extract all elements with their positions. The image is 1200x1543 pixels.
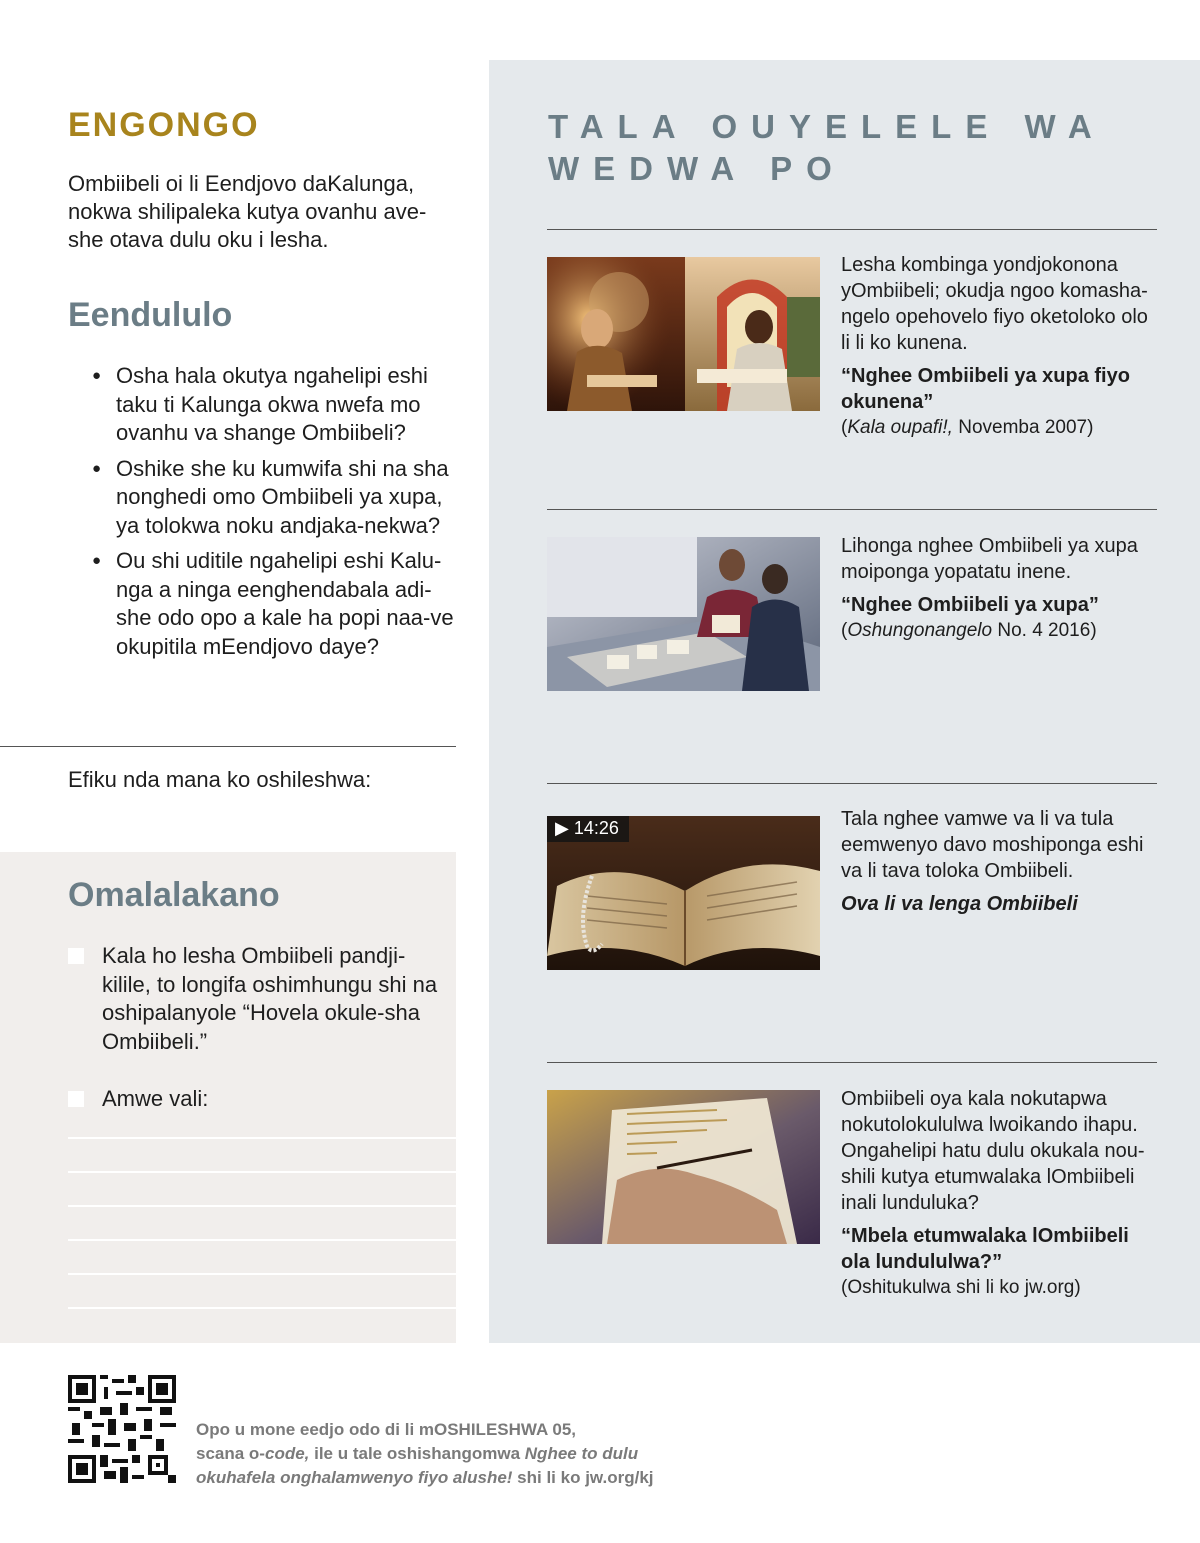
writing-line[interactable] [68, 1307, 456, 1309]
review-questions [92, 362, 462, 668]
item-divider [547, 1062, 1157, 1063]
review-title: Eendululo [68, 296, 233, 334]
writing-line[interactable] [68, 1171, 456, 1173]
goals-title: Omalalakano [68, 876, 280, 914]
article-source: (Kala oupafi!, Novemba 2007) [841, 417, 1094, 438]
article-source: (Oshitukulwa shi li ko jw.org) [841, 1277, 1081, 1298]
article-source: (Oshungonangelo No. 4 2016) [841, 620, 1097, 641]
review-question: ● Ou shi uditile ngahelipi eshi Kalu-nga a ninga eenghendabala adi-she odo opo a kale ha popi naa-ve okupitila mEendjovo daye? [92, 547, 462, 661]
video-thumbnail[interactable] [547, 816, 820, 970]
review-question: ● Osha hala okutya ngahelipi eshi taku ti Kalunga okwa nwefa mo ovanhu va shange Ombiibeli? [92, 362, 462, 448]
review-question: ● Oshike she ku kumwifa shi na sha nonghedi omo Ombiibeli ya xupa, ya tolokwa noku andjaka-nekwa? [92, 455, 462, 541]
item-divider [547, 509, 1157, 510]
summary-title: ENGONGO [68, 106, 260, 144]
manuscript-writing-image[interactable] [547, 1090, 820, 1244]
item-description: Lihonga nghee Ombiibeli ya xupa moiponga yopatatu inene. [841, 535, 1138, 583]
item-3-text [841, 806, 1161, 917]
bible-translators-image[interactable] [547, 257, 820, 411]
explore-title: TALA OUYELELE WA WEDWA PO [548, 108, 1105, 187]
article-link[interactable]: “Nghee Ombiibeli ya xupa” [841, 594, 1099, 616]
completion-date-prompt: Efiku nda mana ko oshileshwa: [68, 767, 372, 792]
writing-line[interactable] [68, 1273, 456, 1275]
goal-checkbox[interactable] [68, 948, 84, 964]
video-link[interactable]: Ova li va lenga Ombiibeli [841, 893, 1078, 915]
goal-item[interactable] [68, 1085, 438, 1114]
item-2-text [841, 533, 1161, 644]
qr-code[interactable] [68, 1375, 176, 1483]
goal-label: Kala ho lesha Ombiibeli pandji-kilile, to longifa oshimhungu shi na oshipalanyole “Hovela okule-sha Ombiibeli.” [102, 943, 438, 1054]
item-divider [547, 229, 1157, 230]
summary-text: Ombiibeli oi li Eendjovo daKalunga, nokwa shilipaleka kutya ovanhu ave-she otava dulu oku i lesha. [68, 171, 427, 252]
article-link[interactable]: “Mbela etumwalaka lOmbiibeli ola lundululwa?” [841, 1225, 1129, 1273]
item-divider [547, 783, 1157, 784]
video-duration: ▶ 14:26 [547, 816, 629, 842]
goal-checkbox[interactable] [68, 1091, 84, 1107]
item-description: Tala nghee vamwe va li va tula eemwenyo davo moshiponga eshi va li tava toloka Ombiibeli. [841, 808, 1144, 882]
writing-line[interactable] [68, 1137, 456, 1139]
item-description: Ombiibeli oya kala nokutapwa nokutolokululwa lwoikando ihapu. Ongahelipi hatu dulu okukala nou-shili kutya etumwalaka lOmbiibeli inali lunduluka? [841, 1088, 1145, 1214]
goal-label: Amwe vali: [102, 1086, 209, 1111]
footer-note: Opo u mone eedjo odo di li mOSHILESHWA 05, scana o-code, ile u tale oshishangomwa Nghee to dulu okuhafela onghalamwenyo fiyo alushe! shi li ko jw.org/kj [196, 1420, 654, 1487]
item-1-text [841, 252, 1161, 441]
divider [0, 746, 456, 747]
writing-line[interactable] [68, 1239, 456, 1241]
museum-manuscripts-image[interactable] [547, 537, 820, 691]
item-4-text [841, 1086, 1161, 1301]
item-description: Lesha kombinga yondjokonona yOmbiibeli; okudja ngoo komasha-ngelo opehovelo fiyo oketoloko olo li li ko kunena. [841, 254, 1148, 354]
writing-line[interactable] [68, 1205, 456, 1207]
goal-item[interactable] [68, 942, 438, 1056]
article-link[interactable]: “Nghee Ombiibeli ya xupa fiyo okunena” [841, 365, 1130, 413]
